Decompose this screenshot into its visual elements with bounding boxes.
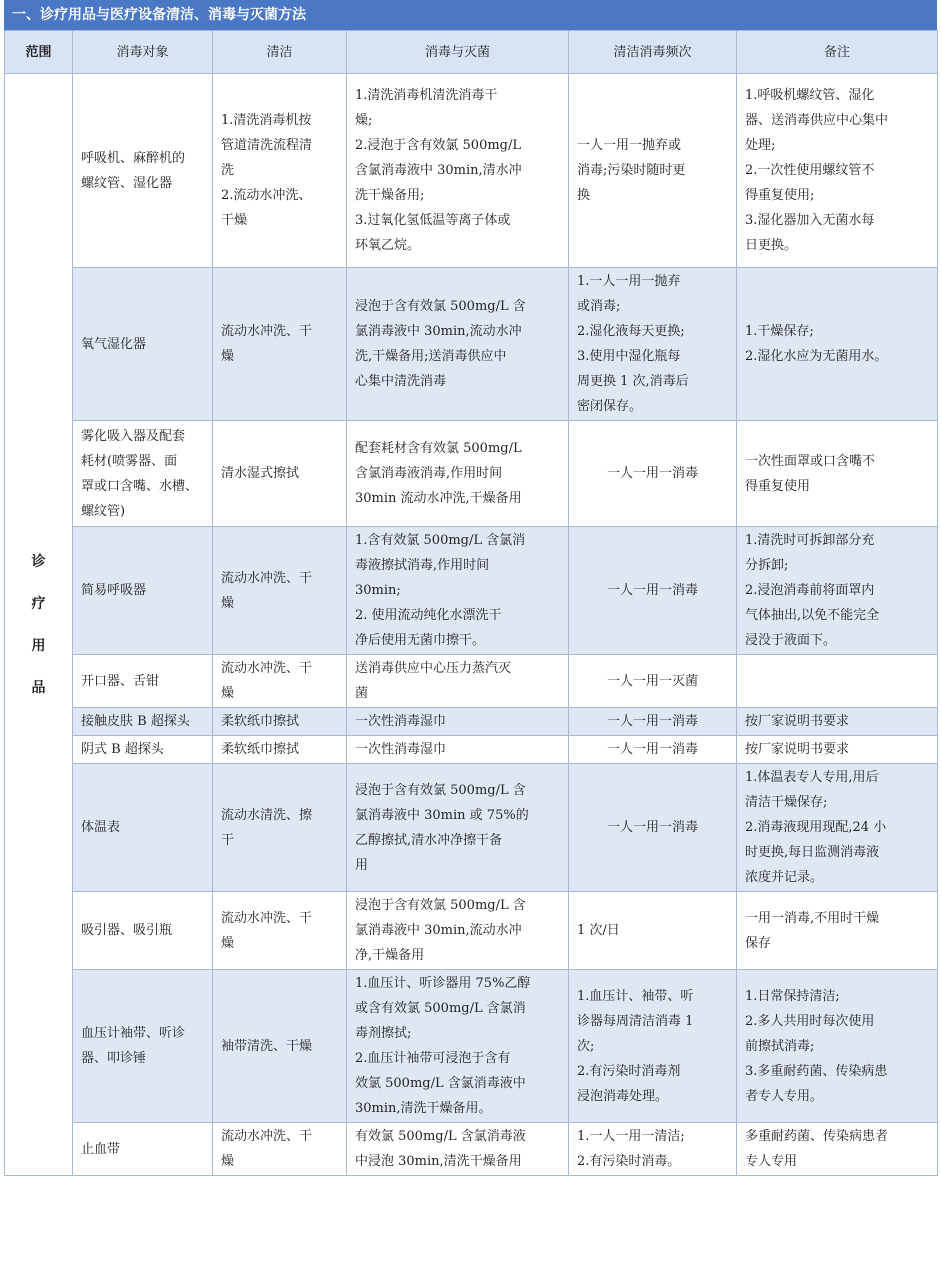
clean-cell: 1.清洗消毒机按 管道清洗流程清 洗 2.流动水冲洗、 干燥 <box>213 74 347 268</box>
header-disinfect: 消毒与灭菌 <box>347 31 569 74</box>
table-row <box>5 736 938 764</box>
frequency-cell: 一人一用一消毒 <box>569 421 737 527</box>
clean-cell: 柔软纸巾擦拭 <box>213 708 347 736</box>
clean-cell: 流动水清洗、擦 干 <box>213 764 347 892</box>
disinfect-cell: 1.含有效氯 500mg/L 含氯消 毒液擦拭消毒,作用时间 30min; 2. 使用流动纯化水漂洗干 净后使用无菌巾擦干。 <box>347 527 569 655</box>
clean-cell: 流动水冲洗、干 燥 <box>213 1123 347 1176</box>
table-row <box>5 74 938 268</box>
header-scope: 范围 <box>5 31 73 74</box>
disinfect-cell: 浸泡于含有效氯 500mg/L 含 氯消毒液中 30min 或 75%的 乙醇擦拭,清水冲净擦干备 用 <box>347 764 569 892</box>
scope-cell <box>5 74 73 1176</box>
remark-cell: 1.呼吸机螺纹管、湿化 器、送消毒供应中心集中 处理; 2.一次性使用螺纹管不 得重复使用; 3.湿化器加入无菌水每 日更换。 <box>737 74 938 268</box>
clean-cell: 流动水冲洗、干 燥 <box>213 655 347 708</box>
frequency-cell: 1.一人一用一抛弃 或消毒; 2.湿化液每天更换; 3.使用中湿化瓶每 周更换 1 次,消毒后 密闭保存。 <box>569 268 737 421</box>
remark-cell: 1.体温表专人专用,用后 清洁干燥保存; 2.消毒液现用现配,24 小 时更换,每日监测消毒液 浓度并记录。 <box>737 764 938 892</box>
object-cell: 呼吸机、麻醉机的 螺纹管、湿化器 <box>73 74 213 268</box>
clean-cell: 流动水冲洗、干 燥 <box>213 527 347 655</box>
disinfect-cell: 一次性消毒湿巾 <box>347 708 569 736</box>
remark-cell: 按厂家说明书要求 <box>737 708 938 736</box>
disinfect-cell: 浸泡于含有效氯 500mg/L 含 氯消毒液中 30min,流动水冲 净,干燥备用 <box>347 892 569 970</box>
scope-char: 诊 <box>31 553 46 570</box>
frequency-cell: 一人一用一消毒 <box>569 527 737 655</box>
disinfect-cell: 1.清洗消毒机清洗消毒干 燥; 2.浸泡于含有效氯 500mg/L 含氯消毒液中 30min,清水冲 洗干燥备用; 3.过氧化氢低温等离子体或 环氧乙烷。 <box>347 74 569 268</box>
frequency-cell: 1 次/日 <box>569 892 737 970</box>
frequency-cell: 一人一用一消毒 <box>569 708 737 736</box>
disinfect-cell: 有效氯 500mg/L 含氯消毒液 中浸泡 30min,清洗干燥备用 <box>347 1123 569 1176</box>
remark-cell <box>737 655 938 708</box>
frequency-cell: 一人一用一灭菌 <box>569 655 737 708</box>
remark-cell: 1.干燥保存; 2.湿化水应为无菌用水。 <box>737 268 938 421</box>
table-row <box>5 527 938 655</box>
remark-cell: 一用一消毒,不用时干燥 保存 <box>737 892 938 970</box>
table-header-row <box>5 31 938 74</box>
table-row <box>5 892 938 970</box>
disinfect-cell: 配套耗材含有效氯 500mg/L 含氯消毒液消毒,作用时间 30min 流动水冲洗,干燥备用 <box>347 421 569 527</box>
table-body <box>5 74 938 1176</box>
clean-cell: 袖带清洗、干燥 <box>213 970 347 1123</box>
frequency-cell: 1.一人一用一清洁; 2.有污染时消毒。 <box>569 1123 737 1176</box>
object-cell: 雾化吸入器及配套 耗材(喷雾器、面 罩或口含嘴、水槽、 螺纹管) <box>73 421 213 527</box>
clean-cell: 柔软纸巾擦拭 <box>213 736 347 764</box>
table-row <box>5 970 938 1123</box>
disinfection-table <box>4 30 938 1176</box>
clean-cell: 流动水冲洗、干 燥 <box>213 268 347 421</box>
frequency-cell: 1.血压计、袖带、听 诊器每周清洁消毒 1 次; 2.有污染时消毒剂 浸泡消毒处理。 <box>569 970 737 1123</box>
remark-cell: 多重耐药菌、传染病患者 专人专用 <box>737 1123 938 1176</box>
object-cell: 止血带 <box>73 1123 213 1176</box>
disinfect-cell: 浸泡于含有效氯 500mg/L 含 氯消毒液中 30min,流动水冲 洗,干燥备用;送消毒供应中 心集中清洗消毒 <box>347 268 569 421</box>
scope-char: 疗 <box>31 595 46 612</box>
table-row <box>5 655 938 708</box>
object-cell: 阴式 B 超探头 <box>73 736 213 764</box>
object-cell: 接触皮肤 B 超探头 <box>73 708 213 736</box>
clean-cell: 清水湿式擦拭 <box>213 421 347 527</box>
scope-char: 用 <box>31 637 46 654</box>
remark-cell: 按厂家说明书要求 <box>737 736 938 764</box>
object-cell: 血压计袖带、听诊 器、叩诊锤 <box>73 970 213 1123</box>
object-cell: 体温表 <box>73 764 213 892</box>
table-row <box>5 1123 938 1176</box>
section-title: 一、诊疗用品与医疗设备清洁、消毒与灭菌方法 <box>4 0 937 30</box>
object-cell: 简易呼吸器 <box>73 527 213 655</box>
object-cell: 吸引器、吸引瓶 <box>73 892 213 970</box>
scope-char: 品 <box>31 679 46 696</box>
header-remark: 备注 <box>737 31 938 74</box>
object-cell: 开口器、舌钳 <box>73 655 213 708</box>
frequency-cell: 一人一用一消毒 <box>569 736 737 764</box>
clean-cell: 流动水冲洗、干 燥 <box>213 892 347 970</box>
header-object: 消毒对象 <box>73 31 213 74</box>
table-row <box>5 268 938 421</box>
remark-cell: 一次性面罩或口含嘴不 得重复使用 <box>737 421 938 527</box>
frequency-cell: 一人一用一消毒 <box>569 764 737 892</box>
object-cell: 氧气湿化器 <box>73 268 213 421</box>
table-row <box>5 764 938 892</box>
header-clean: 清洁 <box>213 31 347 74</box>
remark-cell: 1.日常保持清洁; 2.多人共用时每次使用 前擦拭消毒; 3.多重耐药菌、传染病患 者专人专用。 <box>737 970 938 1123</box>
disinfect-cell: 1.血压计、听诊器用 75%乙醇 或含有效氯 500mg/L 含氯消 毒剂擦拭; 2.血压计袖带可浸泡于含有 效氯 500mg/L 含氯消毒液中 30min,清洗干燥备用。 <box>347 970 569 1123</box>
table-row <box>5 421 938 527</box>
remark-cell: 1.清洗时可拆卸部分充 分拆卸; 2.浸泡消毒前将面罩内 气体抽出,以免不能完全 浸没于液面下。 <box>737 527 938 655</box>
frequency-cell: 一人一用一抛弃或 消毒;污染时随时更 换 <box>569 74 737 268</box>
disinfect-cell: 一次性消毒湿巾 <box>347 736 569 764</box>
disinfect-cell: 送消毒供应中心压力蒸汽灭 菌 <box>347 655 569 708</box>
header-frequency: 清洁消毒频次 <box>569 31 737 74</box>
table-row <box>5 708 938 736</box>
